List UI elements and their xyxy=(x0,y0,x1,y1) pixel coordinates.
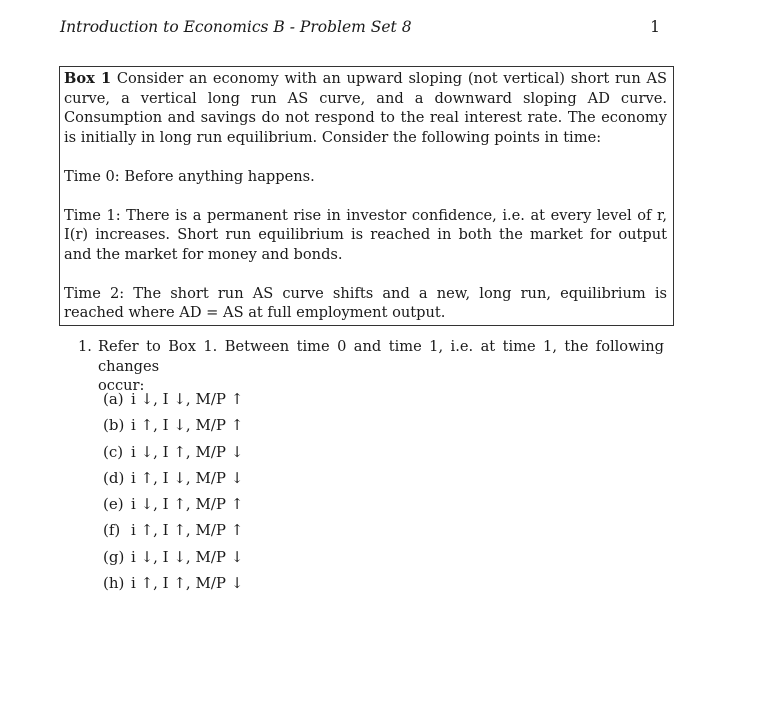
option-label: (g) xyxy=(103,547,125,566)
question-text: Refer to Box 1. Between time 0 and time 1, i.e. at time 1, the following changes xyxy=(98,338,664,375)
box-intro-text: Consider an economy with an upward sloping (not vertical) short run AS curve, a vertical long run AS curve, and a downward sloping AD curve. Consumption and savings do not respond to the real interest rate. The economy is initially in long run equilibrium. Consider the following points in time: xyxy=(64,70,667,146)
option-a xyxy=(103,386,243,412)
option-label: (c) xyxy=(103,442,124,461)
document-title: Introduction to Economics B - Problem Set 8 xyxy=(60,18,412,36)
option-text: i ↑, I ↓, M/P ↑ xyxy=(131,416,244,435)
question-number: 1. xyxy=(78,338,92,355)
option-label: (h) xyxy=(103,574,125,593)
option-e xyxy=(103,491,243,517)
option-text: i ↓, I ↓, M/P ↓ xyxy=(131,547,244,566)
option-f xyxy=(103,517,243,543)
question-text-continued: occur: xyxy=(98,377,145,394)
box-time-2: Time 2: The short run AS curve shifts and a new, long run, equilibrium is reached where AD = AS at full employment output. xyxy=(64,284,667,321)
page-header xyxy=(60,18,659,36)
box-intro xyxy=(64,69,667,147)
option-text: i ↓, I ↑, M/P ↓ xyxy=(131,442,244,461)
box-1 xyxy=(59,66,674,326)
option-h xyxy=(103,570,243,596)
option-text: i ↑, I ↑, M/P ↓ xyxy=(131,574,244,593)
page-number: 1 xyxy=(650,18,660,36)
option-label: (b) xyxy=(103,416,125,435)
option-g xyxy=(103,544,243,570)
option-d xyxy=(103,465,243,491)
option-text: i ↓, I ↑, M/P ↑ xyxy=(131,495,244,514)
answer-options xyxy=(103,386,243,596)
box-label: Box 1 xyxy=(64,70,112,87)
box-time-0: Time 0: Before anything happens. xyxy=(64,167,315,185)
option-label: (d) xyxy=(103,468,125,487)
option-c xyxy=(103,439,243,465)
question-line xyxy=(78,337,664,376)
option-label: (f) xyxy=(103,521,121,540)
box-time-1: Time 1: There is a permanent rise in investor confidence, i.e. at every level of r, I(r) increases. Short run equilibrium is reached in both the market for output and the market for money and bonds. xyxy=(64,206,667,263)
option-label: (e) xyxy=(103,495,124,514)
option-label: (a) xyxy=(103,390,124,408)
option-text: i ↑, I ↓, M/P ↓ xyxy=(131,468,244,487)
option-text: i ↑, I ↑, M/P ↑ xyxy=(131,521,244,540)
option-b xyxy=(103,412,243,438)
option-text: i ↓, I ↓, M/P ↑ xyxy=(131,390,244,408)
